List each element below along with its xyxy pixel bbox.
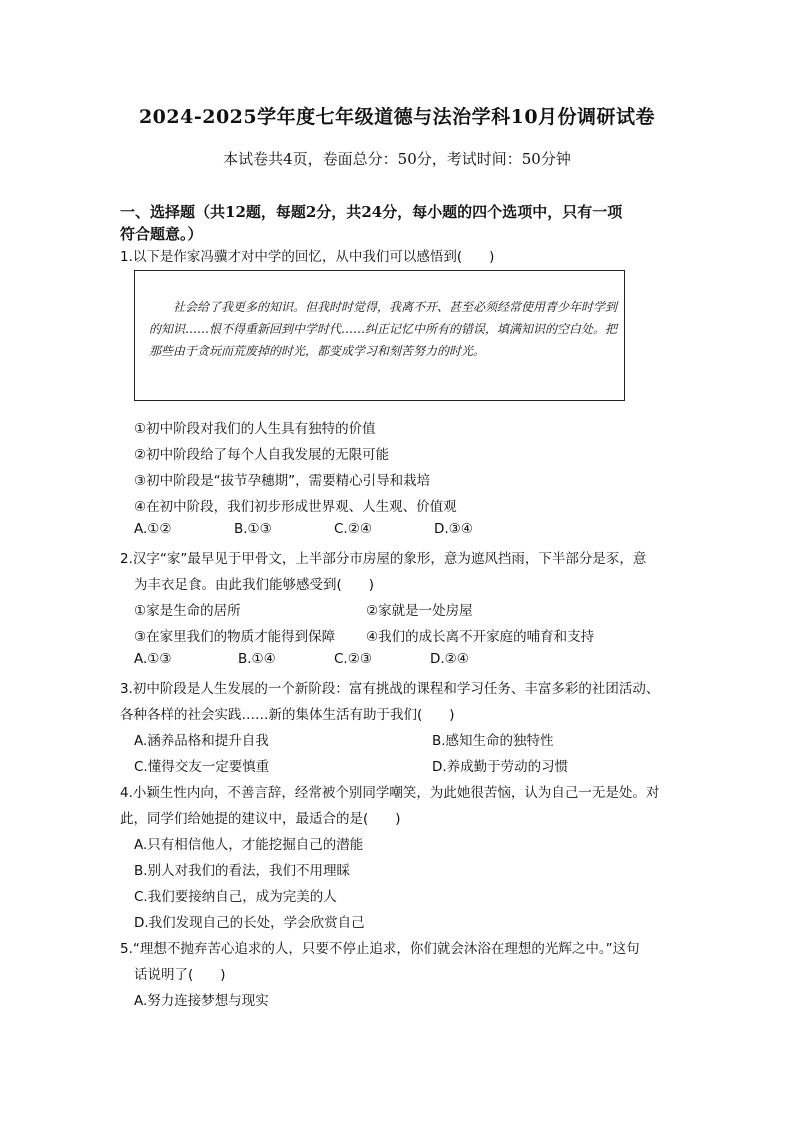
q4-option-b: B.别人对我们的看法，我们不用理睬 bbox=[134, 863, 351, 879]
q2-item-1: ①家是生命的居所 bbox=[134, 603, 241, 619]
q1-option-d: D.③④ bbox=[434, 521, 473, 537]
question-3-stem-line1: 3.初中阶段是人生发展的一个新阶段：富有挑战的课程和学习任务、丰富多彩的社团活动、 bbox=[120, 681, 660, 697]
q1-option-b: B.①③ bbox=[234, 521, 272, 537]
question-1-stem: 1.以下是作家冯骥才对中学的回忆，从中我们可以感悟到( ) bbox=[120, 249, 495, 265]
q2-item-3: ③在家里我们的物质才能得到保障 bbox=[134, 629, 336, 645]
page-title: 2024-2025学年度七年级道德与法治学科10月份调研试卷 bbox=[138, 106, 656, 128]
q1-item-2: ②初中阶段给了每个人自我发展的无限可能 bbox=[134, 447, 390, 463]
q2-option-b: B.①④ bbox=[238, 651, 276, 667]
q1-option-c: C.②④ bbox=[334, 521, 372, 537]
q2-item-2: ②家就是一处房屋 bbox=[366, 603, 473, 619]
q4-option-c: C.我们要接纳自己，成为完美的人 bbox=[134, 889, 337, 905]
q1-item-4: ④在初中阶段，我们初步形成世界观、人生观、价值观 bbox=[134, 499, 457, 515]
question-5-stem-line1: 5.“理想不抛弃苦心追求的人，只要不停止追求，你们就会沐浴在理想的光辉之中。”这句 bbox=[120, 941, 640, 957]
q4-option-a: A.只有相信他人，才能挖掘自己的潜能 bbox=[134, 837, 364, 853]
question-2-stem-line1: 2.汉字“家”最早见于甲骨文，上半部分市房屋的象形，意为遮风挡雨，下半部分是豕，意 bbox=[120, 551, 647, 567]
question-5-stem-line2: 话说明了( ) bbox=[134, 967, 226, 983]
exam-info: 本试卷共4页，卷面总分：50分，考试时间：50分钟 bbox=[223, 150, 571, 168]
q2-option-d: D.②④ bbox=[430, 651, 469, 667]
question-4-stem-line2: 此，同学们给她提的建议中，最适合的是( ) bbox=[120, 811, 401, 827]
q2-option-a: A.①③ bbox=[134, 651, 172, 667]
q4-option-d: D.我们发现自己的长处，学会欣赏自己 bbox=[134, 915, 365, 931]
q1-item-3: ③初中阶段是“拔节孕穗期”，需要精心引导和栽培 bbox=[134, 473, 431, 489]
q5-option-a: A.努力连接梦想与现实 bbox=[134, 993, 269, 1009]
q1-option-a: A.①② bbox=[134, 521, 172, 537]
q2-item-4: ④我们的成长离不开家庭的哺育和支持 bbox=[366, 629, 595, 645]
question-4-stem-line1: 4.小颖生性内向，不善言辞，经常被个别同学嘲笑，为此她很苦恼，认为自己一无是处。对 bbox=[120, 785, 660, 801]
section-heading-line2: 符合题意。） bbox=[120, 225, 203, 243]
q1-item-1: ①初中阶段对我们的人生具有独特的价值 bbox=[134, 421, 376, 437]
section-heading-line1: 一、选择题（共12题，每题2分，共24分，每小题的四个选项中，只有一项 bbox=[120, 203, 623, 221]
quote-box bbox=[134, 270, 625, 401]
question-2-stem-line2: 为丰衣足食。由此我们能够感受到( ) bbox=[134, 577, 375, 593]
q2-option-c: C.②③ bbox=[334, 651, 372, 667]
q3-option-c: C.懂得交友一定要慎重 bbox=[134, 759, 270, 775]
question-3-stem-line2: 各种各样的社会实践……新的集体生活有助于我们( ) bbox=[120, 707, 455, 723]
quote-text: 社会给了我更多的知识。但我时时觉得，我离不开、甚至必须经常使用青少年时学到的知识……恨不得重新回到中学时代……纠正记忆中所有的错误，填满知识的空白处。把那些由于贪玩而荒废掉的时光，都变成学习和刻苦努力的时光。 bbox=[149, 300, 618, 358]
q3-option-b: B.感知生命的独特性 bbox=[432, 733, 554, 749]
q3-option-d: D.养成勤于劳动的习惯 bbox=[432, 759, 569, 775]
section-heading bbox=[120, 201, 680, 245]
q3-option-a: A.涵养品格和提升自我 bbox=[134, 733, 269, 749]
